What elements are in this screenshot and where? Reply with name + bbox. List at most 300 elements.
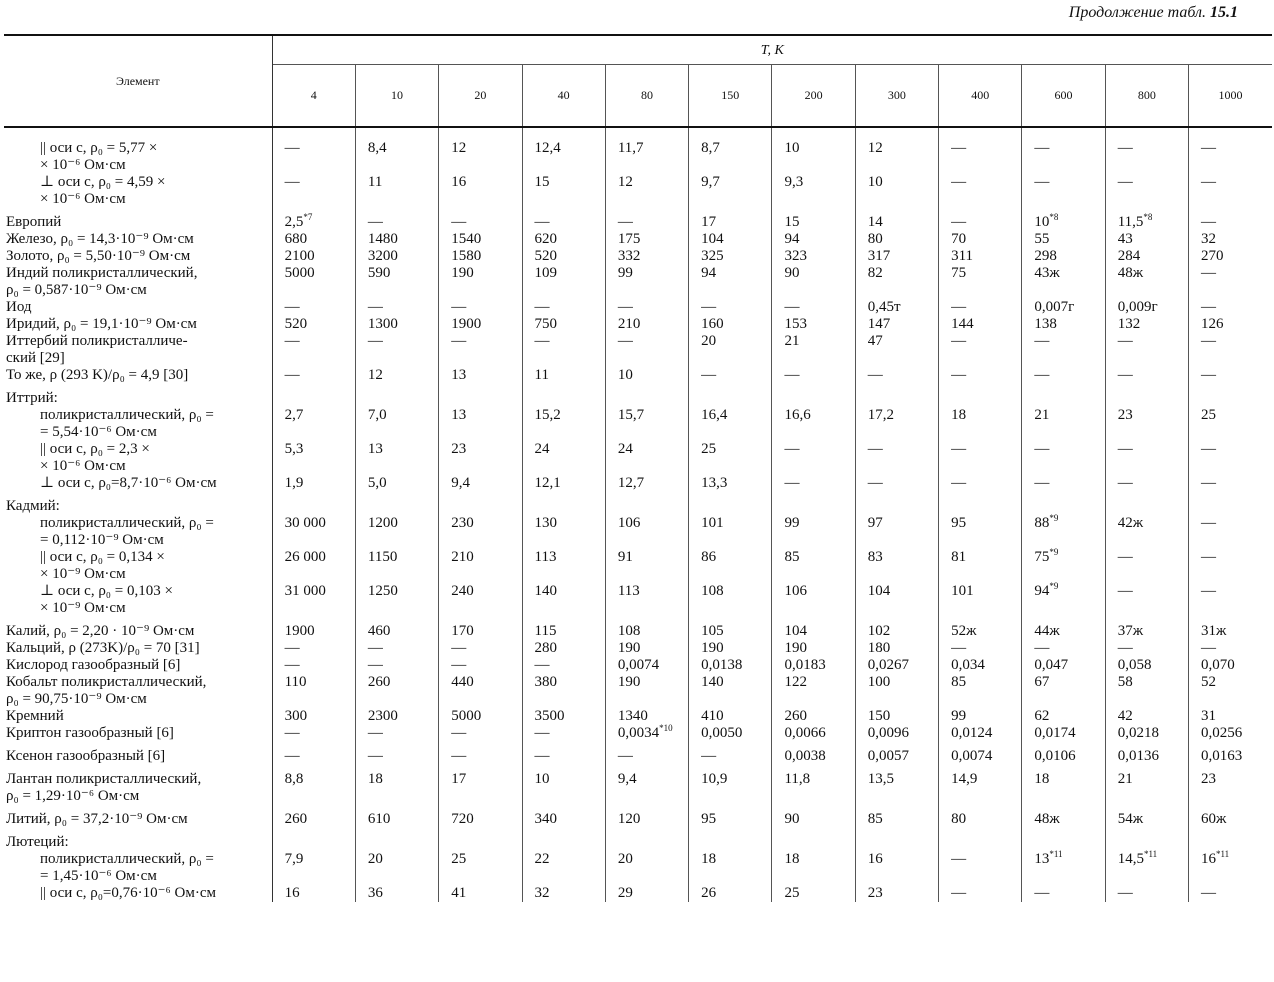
value-cell: — (855, 367, 938, 384)
value-cell (439, 828, 522, 851)
value-cell: 67 (1022, 674, 1105, 708)
value-cell: 3500 (522, 708, 605, 725)
value-cell: 54ж (1105, 805, 1188, 828)
element-name-cell: Кадмий: (4, 492, 272, 515)
value-cell: 590 (355, 265, 438, 299)
value-cell: — (939, 299, 1022, 316)
value-cell: — (939, 475, 1022, 492)
value-cell: 30 000 (272, 515, 355, 549)
value-cell: 0,007г (1022, 299, 1105, 316)
value-cell: 7,0 (355, 407, 438, 441)
value-cell: 42ж (1105, 515, 1188, 549)
value-cell: — (1022, 885, 1105, 902)
table-row (4, 231, 1272, 248)
value-cell: 5000 (439, 708, 522, 725)
temp-header: 10 (355, 65, 438, 127)
value-cell: — (1189, 583, 1273, 617)
temp-header: 300 (855, 65, 938, 127)
element-name-cell: Индий поликристаллический, ρ₀ = 0,587·10⁻⁹ Ом·см (4, 265, 272, 299)
value-cell: 520 (272, 316, 355, 333)
table-row (4, 640, 1272, 657)
value-cell: 620 (522, 231, 605, 248)
table-row (4, 299, 1272, 316)
table-row (4, 333, 1272, 367)
value-cell: — (1022, 441, 1105, 475)
value-cell: 43 (1105, 231, 1188, 248)
element-name-cell: Кремний (4, 708, 272, 725)
element-name-cell: То же, ρ (293 K)/ρ₀ = 4,9 [30] (4, 367, 272, 384)
value-cell: 11,8 (772, 765, 855, 805)
value-cell: 1340 (605, 708, 688, 725)
value-cell: 340 (522, 805, 605, 828)
value-cell: 15,7 (605, 407, 688, 441)
value-cell: 190 (605, 674, 688, 708)
value-cell: 75 (939, 265, 1022, 299)
value-cell: 270 (1189, 248, 1273, 265)
value-cell: — (355, 657, 438, 674)
value-cell: — (272, 657, 355, 674)
value-cell: 190 (605, 640, 688, 657)
value-cell (1189, 828, 1273, 851)
value-cell: — (605, 299, 688, 316)
value-cell: — (1189, 515, 1273, 549)
value-cell: — (855, 441, 938, 475)
value-cell (522, 384, 605, 407)
value-cell: 10,9 (689, 765, 772, 805)
value-cell: 75$^{*9}$ (1022, 549, 1105, 583)
value-cell (1022, 384, 1105, 407)
value-cell: — (355, 742, 438, 765)
value-cell: 10 (855, 174, 938, 208)
value-cell: 0,070 (1189, 657, 1273, 674)
value-cell: 23 (439, 441, 522, 475)
value-cell: 190 (772, 640, 855, 657)
value-cell: 5,0 (355, 475, 438, 492)
value-cell: 311 (939, 248, 1022, 265)
value-cell: — (939, 885, 1022, 902)
value-cell: 460 (355, 617, 438, 640)
element-name-cell: поликристаллический, ρ₀ = = 1,45·10⁻⁶ Ом·см (4, 851, 272, 885)
value-cell: — (1105, 549, 1188, 583)
value-cell: 86 (689, 549, 772, 583)
value-cell (605, 384, 688, 407)
value-cell: — (605, 742, 688, 765)
value-cell: 48ж (1105, 265, 1188, 299)
value-cell: — (605, 208, 688, 231)
value-cell: 16 (855, 851, 938, 885)
value-cell: 95 (689, 805, 772, 828)
value-cell: 122 (772, 674, 855, 708)
value-cell: 0,0124 (939, 725, 1022, 742)
value-cell: 94 (689, 265, 772, 299)
value-cell: 99 (605, 265, 688, 299)
value-cell: — (1189, 549, 1273, 583)
value-cell: — (272, 725, 355, 742)
value-cell: 0,0267 (855, 657, 938, 674)
table-row (4, 407, 1272, 441)
value-cell (855, 384, 938, 407)
value-cell: 2300 (355, 708, 438, 725)
value-cell: 0,0034$^{*10}$ (605, 725, 688, 742)
value-cell: — (272, 299, 355, 316)
value-cell: 0,0174 (1022, 725, 1105, 742)
element-name-cell: поликристаллический, ρ₀ = = 0,112·10⁻⁹ Ом·см (4, 515, 272, 549)
value-cell: 44ж (1022, 617, 1105, 640)
table-row (4, 549, 1272, 583)
value-cell (1022, 828, 1105, 851)
table-row (4, 127, 1272, 174)
value-cell: 130 (522, 515, 605, 549)
value-cell: 60ж (1189, 805, 1273, 828)
value-cell: 720 (439, 805, 522, 828)
value-cell (1022, 492, 1105, 515)
value-cell: 26 000 (272, 549, 355, 583)
table-row (4, 828, 1272, 851)
value-cell: 120 (605, 805, 688, 828)
table-row (4, 657, 1272, 674)
value-cell (1105, 828, 1188, 851)
value-cell: 0,0183 (772, 657, 855, 674)
value-cell: — (1022, 333, 1105, 367)
value-cell: — (1105, 441, 1188, 475)
table-row (4, 617, 1272, 640)
value-cell: 108 (689, 583, 772, 617)
value-cell: 26 (689, 885, 772, 902)
value-cell: 24 (605, 441, 688, 475)
value-cell: — (689, 742, 772, 765)
value-cell: 115 (522, 617, 605, 640)
value-cell (772, 828, 855, 851)
value-cell: 9,4 (605, 765, 688, 805)
value-cell: 62 (1022, 708, 1105, 725)
value-cell: 106 (605, 515, 688, 549)
value-cell: 150 (855, 708, 938, 725)
value-cell: — (272, 742, 355, 765)
value-cell: 2,7 (272, 407, 355, 441)
value-cell: 0,0066 (772, 725, 855, 742)
value-cell: — (1189, 475, 1273, 492)
value-cell (939, 828, 1022, 851)
value-cell: 100 (855, 674, 938, 708)
value-cell: 284 (1105, 248, 1188, 265)
value-cell: 190 (439, 265, 522, 299)
value-cell: 0,0074 (605, 657, 688, 674)
value-cell: — (439, 640, 522, 657)
value-cell: 138 (1022, 316, 1105, 333)
value-cell: 32 (522, 885, 605, 902)
value-cell: — (1189, 367, 1273, 384)
value-cell (1105, 492, 1188, 515)
value-cell: 12,4 (522, 127, 605, 174)
value-cell: 325 (689, 248, 772, 265)
value-cell: 48ж (1022, 805, 1105, 828)
value-cell: 12 (439, 127, 522, 174)
value-cell: 11 (355, 174, 438, 208)
value-cell: 132 (1105, 316, 1188, 333)
value-cell: 99 (772, 515, 855, 549)
table-row (4, 208, 1272, 231)
temp-header: 150 (689, 65, 772, 127)
value-cell: 94$^{*9}$ (1022, 583, 1105, 617)
table-row (4, 475, 1272, 492)
value-cell: 0,0106 (1022, 742, 1105, 765)
value-cell: 41 (439, 885, 522, 902)
temp-header: 1000 (1189, 65, 1273, 127)
value-cell: 25 (1189, 407, 1273, 441)
element-name-cell: Лантан поликристаллический, ρ₀ = 1,29·10⁻⁶ Ом·см (4, 765, 272, 805)
column-header-temperature: T, K (272, 35, 1272, 65)
value-cell: 18 (1022, 765, 1105, 805)
value-cell: 94 (772, 231, 855, 248)
value-cell: — (855, 475, 938, 492)
column-header-element: Элемент (4, 35, 272, 127)
value-cell: 610 (355, 805, 438, 828)
value-cell: 0,0163 (1189, 742, 1273, 765)
value-cell: 317 (855, 248, 938, 265)
value-cell: 12,7 (605, 475, 688, 492)
value-cell: — (939, 208, 1022, 231)
value-cell: 1250 (355, 583, 438, 617)
value-cell: 5000 (272, 265, 355, 299)
value-cell: 15,2 (522, 407, 605, 441)
value-cell: 180 (855, 640, 938, 657)
table-row (4, 674, 1272, 708)
value-cell: — (272, 367, 355, 384)
value-cell: — (439, 333, 522, 367)
value-cell: 260 (355, 674, 438, 708)
element-name-cell: Кислород газообразный [6] (4, 657, 272, 674)
value-cell: 97 (855, 515, 938, 549)
value-cell (522, 492, 605, 515)
value-cell (439, 492, 522, 515)
value-cell: — (772, 441, 855, 475)
value-cell: — (1189, 299, 1273, 316)
value-cell: — (939, 367, 1022, 384)
value-cell: 52ж (939, 617, 1022, 640)
table-caption (1069, 4, 1238, 22)
value-cell: 18 (689, 851, 772, 885)
value-cell: — (1189, 208, 1273, 231)
temp-header: 20 (439, 65, 522, 127)
value-cell: 80 (939, 805, 1022, 828)
value-cell: — (772, 299, 855, 316)
value-cell (355, 828, 438, 851)
value-cell: 9,4 (439, 475, 522, 492)
value-cell: 106 (772, 583, 855, 617)
value-cell: 0,034 (939, 657, 1022, 674)
element-name-cell: Иттербий поликристалличе- ский [29] (4, 333, 272, 367)
value-cell: 99 (939, 708, 1022, 725)
element-name-cell: поликристаллический, ρ₀ = = 5,54·10⁻⁶ Ом·см (4, 407, 272, 441)
value-cell: 23 (855, 885, 938, 902)
value-cell: 12 (855, 127, 938, 174)
value-cell: 300 (272, 708, 355, 725)
element-name-cell: Кобальт поликристаллический, ρ₀ = 90,75·10⁻⁹ Ом·см (4, 674, 272, 708)
value-cell: 58 (1105, 674, 1188, 708)
value-cell: 3200 (355, 248, 438, 265)
value-cell: — (272, 640, 355, 657)
value-cell: 440 (439, 674, 522, 708)
value-cell: — (1022, 174, 1105, 208)
value-cell: 24 (522, 441, 605, 475)
value-cell: — (355, 640, 438, 657)
value-cell: 1300 (355, 316, 438, 333)
value-cell: 52 (1189, 674, 1273, 708)
value-cell: 31 (1189, 708, 1273, 725)
value-cell: 83 (855, 549, 938, 583)
value-cell: 25 (689, 441, 772, 475)
value-cell: 16$^{*11}$ (1189, 851, 1273, 885)
value-cell: 140 (522, 583, 605, 617)
value-cell: 85 (939, 674, 1022, 708)
value-cell: 2100 (272, 248, 355, 265)
value-cell: 1480 (355, 231, 438, 248)
value-cell: 0,0138 (689, 657, 772, 674)
element-name-cell: ⊥ оси c, ρ₀ = 0,103 × × 10⁻⁹ Ом·см (4, 583, 272, 617)
value-cell: 109 (522, 265, 605, 299)
value-cell: 18 (355, 765, 438, 805)
value-cell: 42 (1105, 708, 1188, 725)
value-cell: 55 (1022, 231, 1105, 248)
value-cell: 104 (689, 231, 772, 248)
value-cell: — (439, 725, 522, 742)
value-cell: — (522, 333, 605, 367)
value-cell (855, 828, 938, 851)
value-cell: 11,5$^{*8}$ (1105, 208, 1188, 231)
value-cell: 0,0057 (855, 742, 938, 765)
temp-header: 80 (605, 65, 688, 127)
table-row (4, 851, 1272, 885)
value-cell: 14,5$^{*11}$ (1105, 851, 1188, 885)
value-cell: — (439, 208, 522, 231)
value-cell: 175 (605, 231, 688, 248)
value-cell: — (355, 333, 438, 367)
element-name-cell: || оси c, ρ₀=0,76·10⁻⁶ Ом·см (4, 885, 272, 902)
value-cell (355, 492, 438, 515)
value-cell: 13 (355, 441, 438, 475)
value-cell (522, 828, 605, 851)
value-cell: — (1105, 174, 1188, 208)
value-cell: 1200 (355, 515, 438, 549)
value-cell: 17,2 (855, 407, 938, 441)
value-cell: 520 (522, 248, 605, 265)
value-cell: 13,3 (689, 475, 772, 492)
value-cell (689, 492, 772, 515)
value-cell (855, 492, 938, 515)
temp-header: 800 (1105, 65, 1188, 127)
temp-header: 600 (1022, 65, 1105, 127)
value-cell: 0,0050 (689, 725, 772, 742)
value-cell (1105, 384, 1188, 407)
value-cell: 105 (689, 617, 772, 640)
value-cell: — (689, 367, 772, 384)
value-cell: 20 (355, 851, 438, 885)
value-cell: 12,1 (522, 475, 605, 492)
value-cell: 22 (522, 851, 605, 885)
element-name-cell: || оси c, ρ₀ = 0,134 × × 10⁻⁹ Ом·см (4, 549, 272, 583)
value-cell: 110 (272, 674, 355, 708)
value-cell: 11 (522, 367, 605, 384)
value-cell: 1900 (439, 316, 522, 333)
value-cell: 80 (855, 231, 938, 248)
value-cell (439, 384, 522, 407)
value-cell: 13 (439, 367, 522, 384)
value-cell: 18 (772, 851, 855, 885)
value-cell: — (939, 174, 1022, 208)
value-cell: — (772, 367, 855, 384)
value-cell: — (355, 725, 438, 742)
resistivity-table (4, 34, 1272, 902)
value-cell: 21 (1105, 765, 1188, 805)
value-cell: 260 (272, 805, 355, 828)
value-cell: 153 (772, 316, 855, 333)
value-cell: 20 (605, 851, 688, 885)
value-cell: 90 (772, 805, 855, 828)
value-cell (355, 384, 438, 407)
table-row (4, 441, 1272, 475)
value-cell: 17 (689, 208, 772, 231)
table-row (4, 316, 1272, 333)
table-row (4, 174, 1272, 208)
value-cell: 210 (605, 316, 688, 333)
value-cell (272, 384, 355, 407)
value-cell: 43ж (1022, 265, 1105, 299)
value-cell: 17 (439, 765, 522, 805)
value-cell: 14 (855, 208, 938, 231)
value-cell: — (522, 657, 605, 674)
value-cell (605, 492, 688, 515)
value-cell: 16 (439, 174, 522, 208)
value-cell: 8,7 (689, 127, 772, 174)
value-cell: 12 (605, 174, 688, 208)
value-cell: — (939, 333, 1022, 367)
value-cell: 12 (355, 367, 438, 384)
table-row (4, 725, 1272, 742)
element-name-cell: Калий, ρ₀ = 2,20 · 10⁻⁹ Ом·см (4, 617, 272, 640)
value-cell: 147 (855, 316, 938, 333)
value-cell: — (1189, 441, 1273, 475)
value-cell: 20 (689, 333, 772, 367)
value-cell: 170 (439, 617, 522, 640)
table-row (4, 805, 1272, 828)
element-name-cell: || оси c, ρ₀ = 2,3 × × 10⁻⁶ Ом·см (4, 441, 272, 475)
value-cell: 0,0218 (1105, 725, 1188, 742)
value-cell: — (1189, 640, 1273, 657)
value-cell: 18 (939, 407, 1022, 441)
table-body (4, 127, 1272, 902)
value-cell (689, 384, 772, 407)
value-cell: — (1022, 127, 1105, 174)
element-name-cell: ⊥ оси c, ρ₀=8,7·10⁻⁶ Ом·см (4, 475, 272, 492)
value-cell: — (522, 299, 605, 316)
value-cell: 14,9 (939, 765, 1022, 805)
value-cell: 31ж (1189, 617, 1273, 640)
value-cell: — (1105, 583, 1188, 617)
element-name-cell: Криптон газообразный [6] (4, 725, 272, 742)
value-cell: — (939, 851, 1022, 885)
value-cell: 102 (855, 617, 938, 640)
value-cell: 31 000 (272, 583, 355, 617)
value-cell: — (522, 725, 605, 742)
value-cell: 0,0256 (1189, 725, 1273, 742)
value-cell: 5,3 (272, 441, 355, 475)
value-cell: 104 (772, 617, 855, 640)
value-cell: — (1022, 640, 1105, 657)
value-cell: 750 (522, 316, 605, 333)
element-name-cell: Золото, ρ₀ = 5,50·10⁻⁹ Ом·см (4, 248, 272, 265)
value-cell: 0,047 (1022, 657, 1105, 674)
value-cell (772, 384, 855, 407)
